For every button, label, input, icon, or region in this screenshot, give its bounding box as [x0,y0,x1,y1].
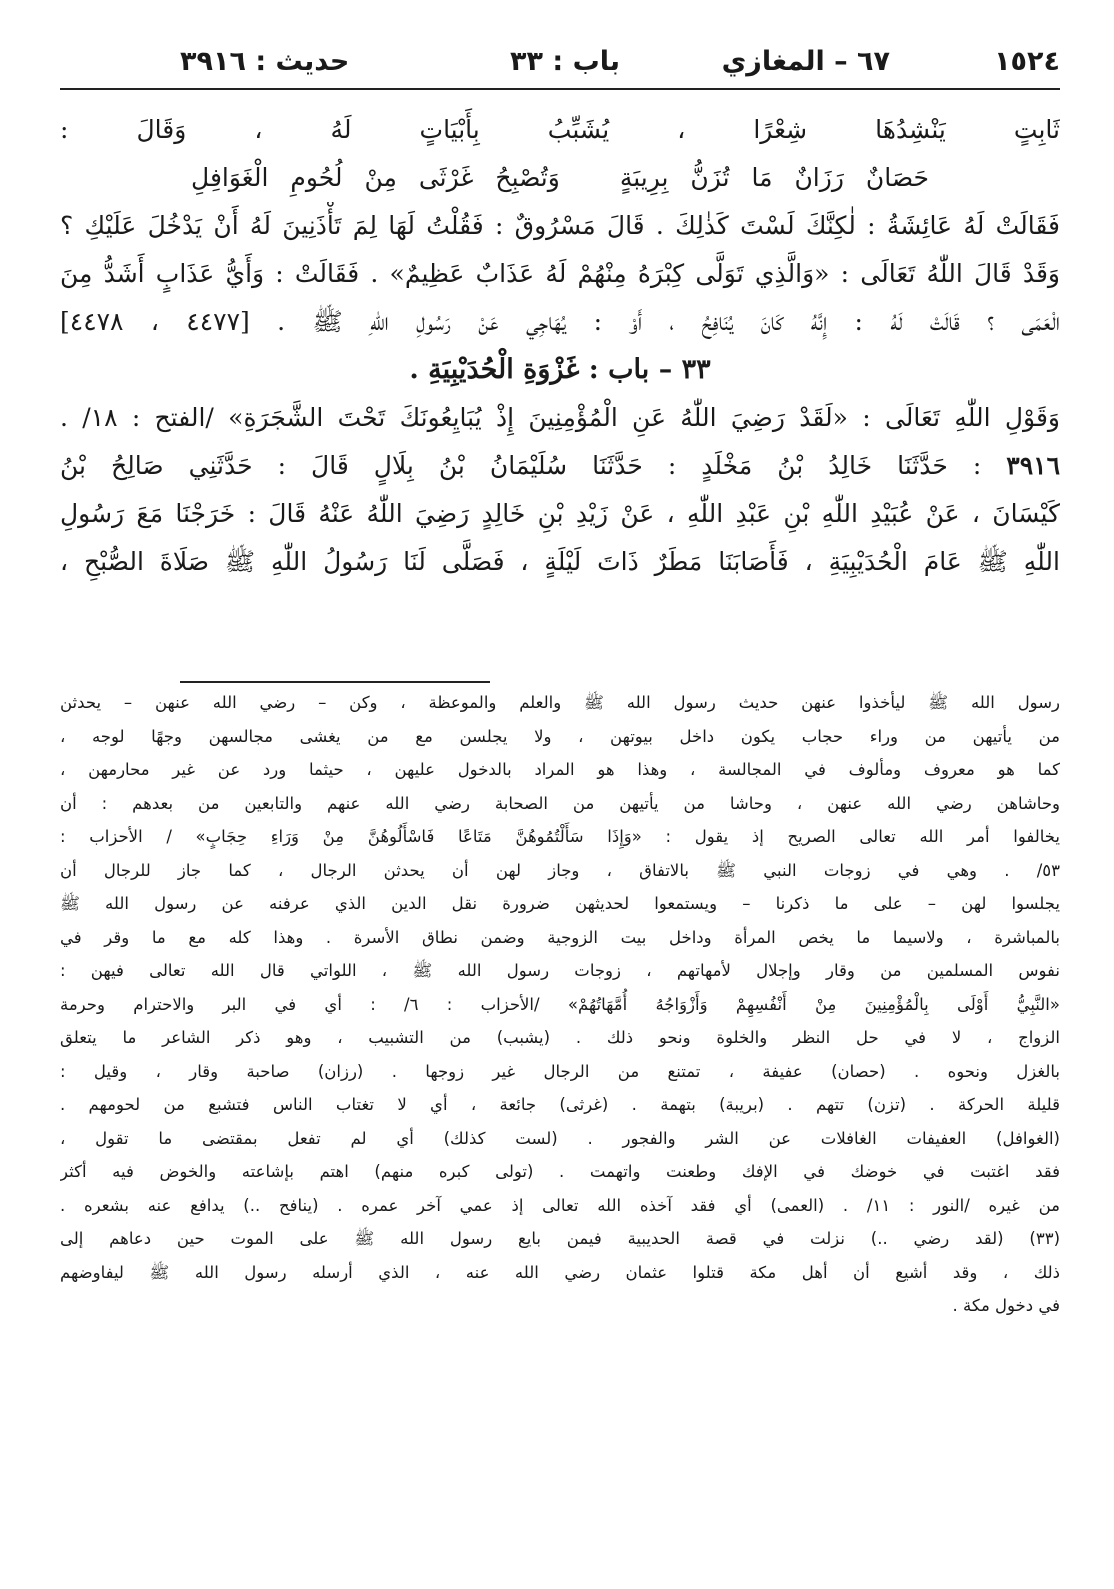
text-line: وَقَوْلِ اللّٰهِ تَعَالَى : «لَقَدْ رَضِيَ اللّٰهُ عَنِ الْمُؤْمِنِينَ إِذْ يُبَايِعُونَكَ تَحْتَ الشَّجَرَةِ» /الفتح : ١٨/ . [60,403,1060,432]
footnote-line: من غيره /النور : ١١/ . (العمى) أي فقد آخذه الله تعالى إذ عمي آخر عمره . (ينافح ..) يدافع عنه بشعره . [60,1195,1060,1215]
hadith-reference: حديث : ٣٩١٦ [180,46,350,77]
footnote-line: في دخول مكة . [952,1296,1060,1315]
verse-first-hemistich: حَصَانٌ رَزَانٌ مَا تُزَنُّ بِرِيبَةٍ [619,163,929,192]
book-page [60,38,1060,1558]
text-line: اللّٰهِ ﷺ عَامَ الْحُدَيْبِيَةِ ، فَأَصَابَنَا مَطَرٌ ذَاتَ لَيْلَةٍ ، فَصَلَّى لَنَا رَسُولُ اللّٰهِ ﷺ صَلَاةَ الصُّبْحِ ، [60,547,1060,576]
hadith-chain: : حَدَّثَنَا خَالِدُ بْنُ مَخْلَدٍ : حَدَّثَنَا سُلَيْمَانُ بْنُ بِلَالٍ قَالَ : حَدَّثَنِي صَالِحُ بْنُ [60,451,1007,480]
footnote-line: من يأتيهن من وراء حجاب يكون داخل بيوتهن ، ولا يجلسن مع من يغشى مجالسهن وجهًا لوجه ، [60,726,1060,746]
footnote-line: الزواج ، لا في حل النظر والخلوة ونحو ذلك . (يشبب) من التشبيب ، وهو ذكر الشاعر ما يتعلق [60,1028,1060,1047]
footnote-line: ٥٣/ . وهي في زوجات النبي ﷺ بالاتفاق ، وجاز لهن أن يحدثن الرجال ، كما جاز للرجال أن [60,860,1060,880]
footnote-line: قليلة الحركة . (تزن) تتهم . (بريبة) بتهمة . (غرثى) جائعة ، أي لا تغتاب الناس فتشبع من لحومهم . [60,1095,1060,1114]
footnotes [60,686,1060,1323]
footnote-line: بالمباشرة ، ولاسيما ما يخص المرأة وداخل بيت الزوجية وضمن نطاق الأسرة . وهذا كله مع ما وقر في [60,927,1060,947]
footnote-line: «النَّبِيُّ أَوْلَى بِالْمُؤْمِنِينَ مِنْ أَنْفُسِهِمْ وَأَزْوَاجُهُ أُمَّهَاتُهُمْ» /الأحزاب : ٦/ : أي في البر والاحترام وحرمة [60,994,1060,1014]
verse-second-hemistich: وَتُصْبِحُ غَرْثَى مِنْ لُحُومِ الْغَوَافِلِ [191,163,560,192]
footnote-line: يجلسوا لهن – على ما ذكرنا – ويستمعوا لحديثهن ضرورة نقل الدين الذي عرفنه عن رسول الله ﷺ [60,894,1060,913]
text-line: ثَابِتٍ يَنْشِدُهَا شِعْرًا ، يُشَبِّبُ بِأَبْيَاتٍ لَهُ ، وَقَالَ : [60,115,1060,144]
footnote-line: بالغزل ونحوه . (حصان) عفيفة ، تمتنع من الرجال غير زوجها . (رزان) صاحبة وقار ، وقيل : [60,1061,1060,1081]
hadith-opening-line [60,442,1060,490]
page-header [60,38,1060,90]
hadith-number: ٣٩١٦ [1006,451,1060,480]
book-title: ٦٧ – المغازي [721,46,890,77]
poem-verse [60,154,1060,202]
footnote-line: وحاشاهن رضي الله عنهن ، وحاشا من يأتيهن من الصحابة رضي الله عنهم والتابعين من بعدهم : أن [60,793,1060,813]
footnote-line: نفوس المسلمين من وقار وإجلال لأمهاتهم ، زوجات رسول الله ﷺ ، اللواتي قال الله تعالى فيهن : [60,961,1060,980]
main-text [60,106,1060,586]
text-line: كَيْسَانَ ، عَنْ عُبَيْدِ اللّٰهِ بْنِ عَبْدِ اللّٰهِ ، عَنْ زَيْدِ بْنِ خَالِدٍ رَضِيَ اللّٰهُ عَنْهُ قَالَ : خَرَجْنَا مَعَ رَسُولِ [60,499,1060,528]
page-number: ١٥٢٤ [994,46,1060,77]
footnote-line: (الغوافل) العفيفات الغافلات عن الشر والفجور . (لست كذلك) أي لم تفعل بمقتضى ما تقول ، [60,1128,1060,1148]
footnote-line: ذلك ، وقد أشيع أن أهل مكة قتلوا عثمان رضي الله عنه ، الذي أرسله رسول الله ﷺ ليفاوضهم [60,1262,1060,1282]
chapter-title: ٣٣ – باب : غَزْوَةِ الْحُدَيْبِيَةِ . [409,354,711,385]
footnote-divider [180,681,490,683]
text-line: وَقَدْ قَالَ اللّٰهُ تَعَالَى : «وَالَّذِي تَوَلَّى كِبْرَهُ مِنْهُمْ لَهُ عَذَابٌ عَظِيمٌ» . فَقَالَتْ : وَأَيُّ عَذَابٍ أَشَدُّ مِنَ [60,259,1060,288]
text-line: فَقَالَتْ لَهُ عَائِشَةُ : لٰكِنَّكَ لَسْتَ كَذٰلِكَ . قَالَ مَسْرُوقٌ : فَقُلْتُ لَهَا لِمَ تَأْذَنِينَ لَهُ أَنْ يَدْخُلَ عَلَيْكِ ؟ [60,211,1060,240]
footnote-line: (٣٣) (لقد رضي ..) نزلت في قصة الحديبية فيمن بايع رسول الله ﷺ على الموت حين دعاهم إلى [60,1229,1060,1248]
footnote-line: كما هو معروف ومألوف في المجالسة ، وهذا هو المراد بالدخول عليهن ، حيثما ورد عن غير محارمهن ، [60,760,1060,779]
chapter-reference: باب : ٣٣ [510,46,620,77]
text-line: الْعَمَى ؟ قَالَتْ لَهُ : إِنَّهُ كَانَ يُنَافِحُ ، أَوْ : يُهَاجِي عَنْ رَسُولِ اللّٰهِ ﷺ . [٤٤٧٧ ، ٤٤٧٨] [60,307,1060,336]
footnote-line: يخالفوا أمر الله تعالى الصريح إذ يقول : «وَإِذَا سَأَلْتُمُوهُنَّ مَتَاعًا فَاسْأَلُوهُنَّ مِنْ وَرَاءِ حِجَابٍ» / الأحزاب : [60,827,1060,846]
footnote-line: فقد اغتبت في خوضك في الإفك وطعنت واتهمت . (تولى كبره منهم) اهتم بإشاعته والخوض فيه أكثر [60,1162,1060,1181]
footnote-line: رسول الله ﷺ ليأخذوا عنهن حديث رسول الله ﷺ والعلم والموعظة ، وكن – رضي الله عنهن – يحدثن [60,693,1060,712]
